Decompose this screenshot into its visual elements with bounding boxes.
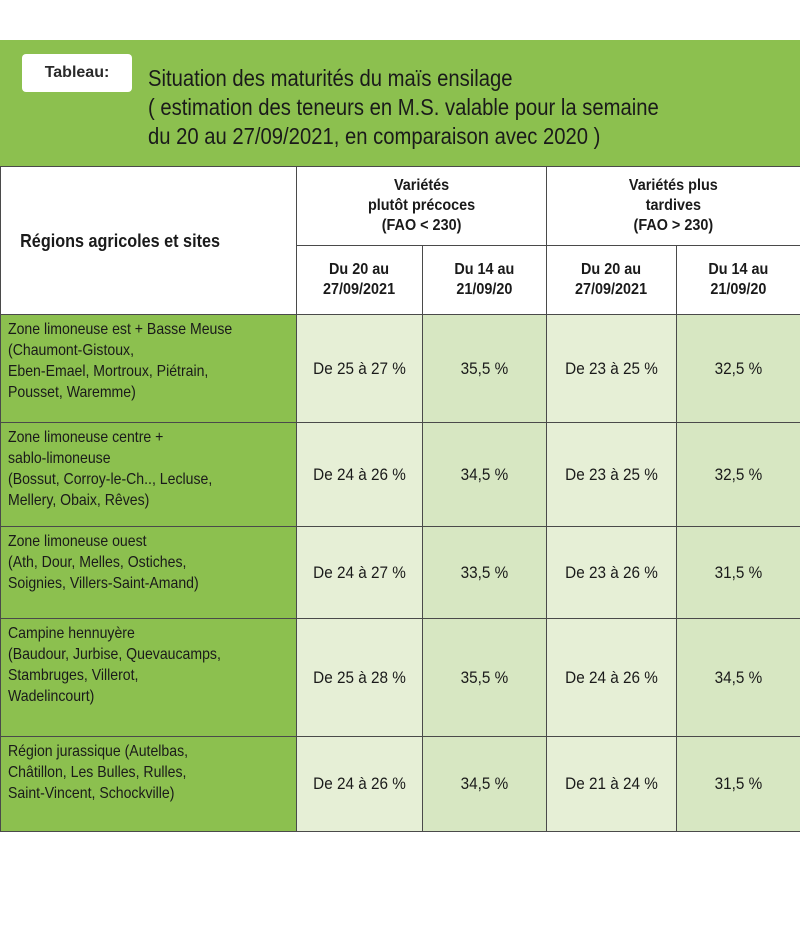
value-cell: 32,5 % — [677, 423, 800, 527]
table-row — [1, 423, 800, 527]
table-row — [1, 315, 800, 423]
table-header-band — [0, 40, 800, 166]
value-cell: 31,5 % — [677, 527, 800, 619]
value-cell: De 24 à 26 % — [297, 737, 423, 832]
period-header: Du 14 au 21/09/20 — [423, 246, 547, 315]
value-cell: 34,5 % — [677, 619, 800, 737]
value-cell: De 21 à 24 % — [547, 737, 677, 832]
region-cell: Région jurassique (Autelbas, Châtillon, Les Bulles, Rulles, Saint-Vincent, Schockville) — [1, 737, 297, 832]
region-cell: Zone limoneuse centre + sablo-limoneuse (Bossut, Corroy-le-Ch.., Lecluse, Mellery, Obaix, Rêves) — [1, 423, 297, 527]
value-cell: De 23 à 26 % — [547, 527, 677, 619]
region-cell: Zone limoneuse est + Basse Meuse (Chaumont-Gistoux, Eben-Emael, Mortroux, Piétrain, Pousset, Waremme) — [1, 315, 297, 423]
period-header: Du 14 au 21/09/20 — [677, 246, 800, 315]
title-line: du 20 au 27/09/2021, en comparaison avec 2020 ) — [148, 123, 601, 149]
maturity-table — [0, 166, 800, 832]
period-header: Du 20 au 27/09/2021 — [297, 246, 423, 315]
region-cell: Campine hennuyère (Baudour, Jurbise, Quevaucamps, Stambruges, Villerot, Wadelincourt) — [1, 619, 297, 737]
region-cell: Zone limoneuse ouest (Ath, Dour, Melles, Ostiches, Soignies, Villers-Saint-Amand) — [1, 527, 297, 619]
value-cell: De 25 à 27 % — [297, 315, 423, 423]
period-header: Du 20 au 27/09/2021 — [547, 246, 677, 315]
value-cell: De 23 à 25 % — [547, 315, 677, 423]
table-row — [1, 527, 800, 619]
value-cell: 35,5 % — [423, 315, 547, 423]
value-cell: 34,5 % — [423, 737, 547, 832]
value-cell: De 23 à 25 % — [547, 423, 677, 527]
value-cell: De 24 à 27 % — [297, 527, 423, 619]
value-cell: 31,5 % — [677, 737, 800, 832]
value-cell: 32,5 % — [677, 315, 800, 423]
table-tag: Tableau: — [22, 54, 132, 92]
group-header-early: Variétés plutôt précoces (FAO < 230) — [297, 167, 547, 246]
group-header-late: Variétés plus tardives (FAO > 230) — [547, 167, 800, 246]
table-row — [1, 619, 800, 737]
value-cell: 35,5 % — [423, 619, 547, 737]
table-title — [148, 64, 711, 151]
title-line: Situation des maturités du maïs ensilage — [148, 65, 513, 91]
value-cell: De 25 à 28 % — [297, 619, 423, 737]
value-cell: 33,5 % — [423, 527, 547, 619]
region-column-header: Régions agricoles et sites — [1, 167, 297, 315]
value-cell: 34,5 % — [423, 423, 547, 527]
value-cell: De 24 à 26 % — [547, 619, 677, 737]
title-line: ( estimation des teneurs en M.S. valable pour la semaine — [148, 94, 659, 120]
value-cell: De 24 à 26 % — [297, 423, 423, 527]
table-row — [1, 737, 800, 832]
